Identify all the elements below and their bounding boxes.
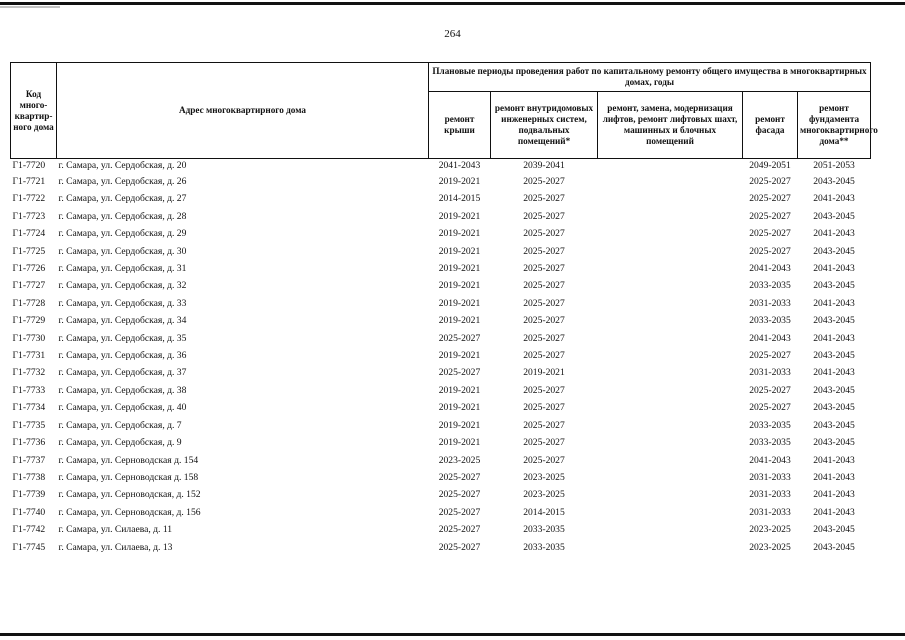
foundation-cell: 2043-2045 bbox=[813, 350, 855, 362]
address-cell: г. Самара, ул. Сердобская, д. 40 bbox=[58, 402, 187, 414]
table-row bbox=[11, 347, 871, 364]
foundation-cell: 2043-2045 bbox=[813, 384, 855, 396]
elevators-cell bbox=[598, 208, 743, 225]
elevators-cell bbox=[598, 260, 743, 277]
engineering-cell: 2025-2027 bbox=[523, 315, 565, 327]
table-row bbox=[11, 521, 871, 538]
table-body bbox=[11, 159, 871, 556]
facade-cell: 2031-2033 bbox=[749, 471, 791, 483]
code-cell: Г1-7734 bbox=[12, 402, 46, 414]
code-cell: Г1-7727 bbox=[12, 280, 46, 292]
table-row bbox=[11, 312, 871, 329]
elevators-cell bbox=[598, 243, 743, 260]
roof-cell: 2019-2021 bbox=[438, 419, 481, 431]
engineering-cell: 2025-2027 bbox=[523, 350, 565, 362]
roof-cell: 2019-2021 bbox=[438, 210, 481, 222]
header-address: Адрес многоквартирного дома bbox=[57, 63, 429, 159]
roof-cell: 2023-2025 bbox=[438, 454, 481, 466]
engineering-cell: 2025-2027 bbox=[523, 454, 565, 466]
foundation-cell: 2043-2045 bbox=[813, 176, 855, 187]
table-row bbox=[11, 364, 871, 381]
foundation-cell: 2041-2043 bbox=[813, 297, 855, 309]
header-elevators: ремонт, замена, модернизация лифтов, ремонт лифтовых шахт, машинных и блочных помещений bbox=[598, 92, 743, 159]
table-row bbox=[11, 225, 871, 242]
code-cell: Г1-7735 bbox=[12, 419, 46, 431]
facade-cell: 2023-2025 bbox=[749, 541, 791, 553]
roof-cell: 2019-2021 bbox=[438, 297, 481, 309]
engineering-cell: 2033-2035 bbox=[523, 541, 565, 553]
header-foundation: ремонт фундамента многоквартирного дома** bbox=[798, 92, 871, 159]
table-row bbox=[11, 190, 871, 207]
scan-mark bbox=[0, 6, 60, 8]
facade-cell: 2031-2033 bbox=[749, 506, 791, 518]
elevators-cell bbox=[598, 539, 743, 556]
table-row bbox=[11, 399, 871, 416]
engineering-cell: 2025-2027 bbox=[523, 332, 565, 344]
code-cell: Г1-7736 bbox=[12, 437, 46, 449]
roof-cell: 2019-2021 bbox=[438, 350, 481, 362]
code-cell: Г1-7733 bbox=[12, 384, 46, 396]
foundation-cell: 2041-2043 bbox=[813, 263, 855, 275]
elevators-cell bbox=[598, 312, 743, 329]
code-cell: Г1-7731 bbox=[12, 350, 46, 362]
table-row bbox=[11, 434, 871, 451]
facade-cell: 2025-2027 bbox=[749, 176, 791, 187]
engineering-cell: 2025-2027 bbox=[523, 263, 565, 275]
roof-cell: 2019-2021 bbox=[438, 228, 481, 240]
roof-cell: 2025-2027 bbox=[438, 541, 481, 553]
header-group: Плановые периоды проведения работ по капитальному ремонту общего имущества в многоквартирных домах, годы bbox=[429, 63, 871, 92]
roof-cell: 2025-2027 bbox=[438, 332, 481, 344]
engineering-cell: 2025-2027 bbox=[523, 176, 565, 187]
engineering-cell: 2019-2021 bbox=[523, 367, 565, 379]
table-row bbox=[11, 159, 871, 174]
elevators-cell bbox=[598, 277, 743, 294]
code-cell: Г1-7730 bbox=[12, 332, 46, 344]
table-row bbox=[11, 173, 871, 190]
code-cell: Г1-7729 bbox=[12, 315, 46, 327]
elevators-cell bbox=[598, 521, 743, 538]
elevators-cell bbox=[598, 190, 743, 207]
foundation-cell: 2041-2043 bbox=[813, 454, 855, 466]
roof-cell: 2019-2021 bbox=[438, 315, 481, 327]
elevators-cell bbox=[598, 486, 743, 503]
engineering-cell: 2025-2027 bbox=[523, 297, 565, 309]
roof-cell: 2019-2021 bbox=[438, 176, 481, 187]
address-cell: г. Самара, ул. Сердобская, д. 33 bbox=[58, 297, 187, 309]
foundation-cell: 2041-2043 bbox=[813, 489, 855, 501]
elevators-cell bbox=[598, 452, 743, 469]
engineering-cell: 2039-2041 bbox=[523, 160, 565, 171]
code-cell: Г1-7728 bbox=[12, 297, 46, 309]
foundation-cell: 2041-2043 bbox=[813, 228, 855, 240]
facade-cell: 2031-2033 bbox=[749, 367, 791, 379]
table-row bbox=[11, 539, 871, 556]
roof-cell: 2025-2027 bbox=[438, 506, 481, 518]
engineering-cell: 2023-2025 bbox=[523, 471, 565, 483]
header-facade: ремонт фасада bbox=[743, 92, 798, 159]
facade-cell: 2025-2027 bbox=[749, 350, 791, 362]
engineering-cell: 2023-2025 bbox=[523, 489, 565, 501]
facade-cell: 2031-2033 bbox=[749, 489, 791, 501]
address-cell: г. Самара, ул. Серноводская д. 154 bbox=[58, 454, 199, 466]
code-cell: Г1-7722 bbox=[12, 193, 46, 205]
code-cell: Г1-7724 bbox=[12, 228, 46, 240]
capital-repair-table bbox=[10, 62, 878, 556]
table-row bbox=[11, 469, 871, 486]
table-row bbox=[11, 208, 871, 225]
roof-cell: 2041-2043 bbox=[438, 160, 481, 171]
table-row bbox=[11, 486, 871, 503]
code-cell: Г1-7723 bbox=[12, 210, 46, 222]
facade-cell: 2049-2051 bbox=[749, 160, 791, 171]
engineering-cell: 2025-2027 bbox=[523, 245, 565, 257]
roof-cell: 2019-2021 bbox=[438, 245, 481, 257]
address-cell: г. Самара, ул. Сердобская, д. 9 bbox=[58, 437, 182, 449]
elevators-cell bbox=[598, 347, 743, 364]
facade-cell: 2025-2027 bbox=[749, 402, 791, 414]
elevators-cell bbox=[598, 417, 743, 434]
address-cell: г. Самара, ул. Сердобская, д. 35 bbox=[58, 332, 187, 344]
foundation-cell: 2043-2045 bbox=[813, 437, 855, 449]
engineering-cell: 2025-2027 bbox=[523, 210, 565, 222]
address-cell: г. Самара, ул. Сердобская, д. 37 bbox=[58, 367, 187, 379]
elevators-cell bbox=[598, 225, 743, 242]
foundation-cell: 2043-2045 bbox=[813, 541, 855, 553]
elevators-cell bbox=[598, 159, 743, 174]
address-cell: г. Самара, ул. Сердобская, д. 20 bbox=[58, 160, 187, 171]
address-cell: г. Самара, ул. Сердобская, д. 29 bbox=[58, 228, 187, 240]
facade-cell: 2025-2027 bbox=[749, 384, 791, 396]
address-cell: г. Самара, ул. Сердобская, д. 34 bbox=[58, 315, 187, 327]
address-cell: г. Самара, ул. Сердобская, д. 31 bbox=[58, 263, 187, 275]
engineering-cell: 2025-2027 bbox=[523, 419, 565, 431]
foundation-cell: 2043-2045 bbox=[813, 524, 855, 536]
engineering-cell: 2025-2027 bbox=[523, 280, 565, 292]
facade-cell: 2025-2027 bbox=[749, 228, 791, 240]
address-cell: г. Самара, ул. Сердобская, д. 30 bbox=[58, 245, 187, 257]
address-cell: г. Самара, ул. Сердобская, д. 27 bbox=[58, 193, 187, 205]
facade-cell: 2023-2025 bbox=[749, 524, 791, 536]
bottom-rule bbox=[0, 633, 905, 636]
table-row bbox=[11, 260, 871, 277]
engineering-cell: 2025-2027 bbox=[523, 437, 565, 449]
engineering-cell: 2025-2027 bbox=[523, 384, 565, 396]
facade-cell: 2025-2027 bbox=[749, 210, 791, 222]
code-cell: Г1-7745 bbox=[12, 541, 46, 553]
foundation-cell: 2043-2045 bbox=[813, 315, 855, 327]
facade-cell: 2033-2035 bbox=[749, 280, 791, 292]
foundation-cell: 2043-2045 bbox=[813, 419, 855, 431]
address-cell: г. Самара, ул. Сердобская, д. 36 bbox=[58, 350, 187, 362]
elevators-cell bbox=[598, 434, 743, 451]
foundation-cell: 2043-2045 bbox=[813, 402, 855, 414]
foundation-cell: 2041-2043 bbox=[813, 367, 855, 379]
table-row bbox=[11, 504, 871, 521]
code-cell: Г1-7720 bbox=[12, 160, 46, 171]
code-cell: Г1-7739 bbox=[12, 489, 46, 501]
table-row bbox=[11, 277, 871, 294]
roof-cell: 2019-2021 bbox=[438, 402, 481, 414]
roof-cell: 2019-2021 bbox=[438, 280, 481, 292]
facade-cell: 2025-2027 bbox=[749, 245, 791, 257]
address-cell: г. Самара, ул. Сердобская, д. 7 bbox=[58, 419, 182, 431]
engineering-cell: 2025-2027 bbox=[523, 402, 565, 414]
top-rule bbox=[0, 2, 905, 5]
address-cell: г. Самара, ул. Сердобская, д. 32 bbox=[58, 280, 187, 292]
elevators-cell bbox=[598, 364, 743, 381]
code-cell: Г1-7726 bbox=[12, 263, 46, 275]
elevators-cell bbox=[598, 504, 743, 521]
roof-cell: 2019-2021 bbox=[438, 263, 481, 275]
code-cell: Г1-7742 bbox=[12, 524, 46, 536]
foundation-cell: 2041-2043 bbox=[813, 332, 855, 344]
facade-cell: 2033-2035 bbox=[749, 419, 791, 431]
header-roof: ремонт крыши bbox=[429, 92, 491, 159]
address-cell: г. Самара, ул. Серноводская, д. 156 bbox=[58, 506, 201, 518]
foundation-cell: 2051-2053 bbox=[813, 160, 855, 171]
table-row bbox=[11, 382, 871, 399]
table-row bbox=[11, 452, 871, 469]
address-cell: г. Самара, ул. Сердобская, д. 38 bbox=[58, 384, 187, 396]
foundation-cell: 2043-2045 bbox=[813, 280, 855, 292]
roof-cell: 2014-2015 bbox=[438, 193, 481, 205]
foundation-cell: 2043-2045 bbox=[813, 245, 855, 257]
elevators-cell bbox=[598, 330, 743, 347]
elevators-cell bbox=[598, 399, 743, 416]
roof-cell: 2025-2027 bbox=[438, 489, 481, 501]
roof-cell: 2025-2027 bbox=[438, 367, 481, 379]
foundation-cell: 2041-2043 bbox=[813, 193, 855, 205]
roof-cell: 2019-2021 bbox=[438, 437, 481, 449]
engineering-cell: 2014-2015 bbox=[523, 506, 565, 518]
code-cell: Г1-7725 bbox=[12, 245, 46, 257]
facade-cell: 2041-2043 bbox=[749, 454, 791, 466]
table-row bbox=[11, 330, 871, 347]
elevators-cell bbox=[598, 295, 743, 312]
page-number: 264 bbox=[444, 28, 461, 40]
code-cell: Г1-7737 bbox=[12, 454, 46, 466]
foundation-cell: 2043-2045 bbox=[813, 210, 855, 222]
elevators-cell bbox=[598, 382, 743, 399]
roof-cell: 2025-2027 bbox=[438, 471, 481, 483]
code-cell: Г1-7740 bbox=[12, 506, 46, 518]
facade-cell: 2041-2043 bbox=[749, 332, 791, 344]
code-cell: Г1-7732 bbox=[12, 367, 46, 379]
roof-cell: 2025-2027 bbox=[438, 524, 481, 536]
foundation-cell: 2041-2043 bbox=[813, 471, 855, 483]
code-cell: Г1-7721 bbox=[12, 176, 46, 187]
header-engineering: ремонт внутридомовых инженерных систем, подвальных помещений* bbox=[491, 92, 598, 159]
table-row bbox=[11, 417, 871, 434]
engineering-cell: 2033-2035 bbox=[523, 524, 565, 536]
address-cell: г. Самара, ул. Сердобская, д. 28 bbox=[58, 210, 187, 222]
address-cell: г. Самара, ул. Силаева, д. 11 bbox=[58, 524, 173, 536]
elevators-cell bbox=[598, 173, 743, 190]
facade-cell: 2033-2035 bbox=[749, 315, 791, 327]
code-cell: Г1-7738 bbox=[12, 471, 46, 483]
roof-cell: 2019-2021 bbox=[438, 384, 481, 396]
engineering-cell: 2025-2027 bbox=[523, 228, 565, 240]
facade-cell: 2025-2027 bbox=[749, 193, 791, 205]
facade-cell: 2041-2043 bbox=[749, 263, 791, 275]
engineering-cell: 2025-2027 bbox=[523, 193, 565, 205]
foundation-cell: 2041-2043 bbox=[813, 506, 855, 518]
table-row bbox=[11, 295, 871, 312]
address-cell: г. Самара, ул. Силаева, д. 13 bbox=[58, 541, 173, 553]
address-cell: г. Самара, ул. Серноводская, д. 152 bbox=[58, 489, 201, 501]
facade-cell: 2033-2035 bbox=[749, 437, 791, 449]
table-row bbox=[11, 243, 871, 260]
header-code: Код много-квартир-ного дома bbox=[11, 63, 57, 159]
facade-cell: 2031-2033 bbox=[749, 297, 791, 309]
address-cell: г. Самара, ул. Сердобская, д. 26 bbox=[58, 176, 187, 187]
elevators-cell bbox=[598, 469, 743, 486]
address-cell: г. Самара, ул. Серноводская д. 158 bbox=[58, 471, 199, 483]
